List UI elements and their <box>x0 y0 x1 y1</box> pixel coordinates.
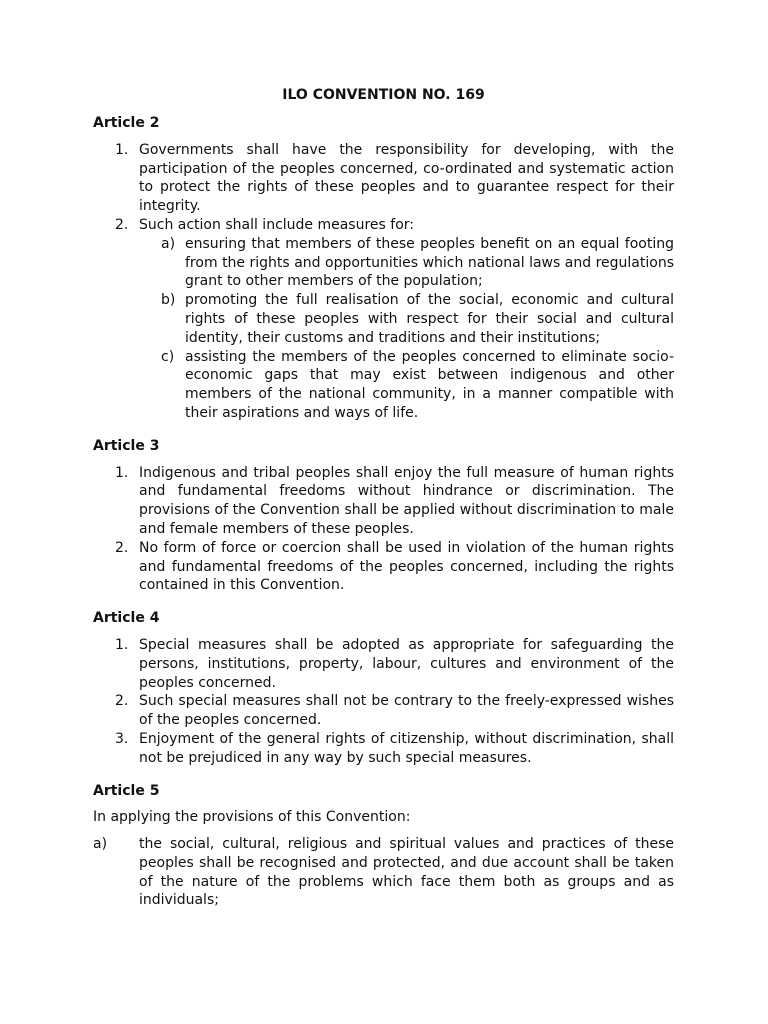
list-item <box>93 539 674 595</box>
item-text: Such action shall include measures for: <box>139 216 414 233</box>
item-text: No form of force or coercion shall be used in violation of the human rights and fundamental freedoms of the peoples concerned, including the rights contained in this Convention. <box>139 539 674 594</box>
list-item <box>93 216 674 423</box>
article-2-sublist <box>139 235 674 423</box>
article-5-sublist <box>93 835 674 910</box>
item-number: 3. <box>115 730 129 747</box>
article-4-list <box>93 636 674 768</box>
article-3-heading: Article 3 <box>93 437 160 454</box>
item-text: Enjoyment of the general rights of citizenship, without discrimination, shall not be prejudiced in any way by such special measures. <box>139 730 674 766</box>
article-3-list <box>93 464 674 596</box>
list-item <box>93 141 674 216</box>
article-2-list <box>93 141 674 423</box>
item-number: 1. <box>115 636 129 653</box>
document-title: ILO CONVENTION NO. 169 <box>282 87 485 103</box>
article-5-intro: In applying the provisions of this Convention: <box>93 809 411 826</box>
item-number: 1. <box>115 464 129 481</box>
sub-item-text: ensuring that members of these peoples benefit on an equal footing from the rights and opportunities which national laws and regulations grant to other members of the population; <box>185 235 674 290</box>
list-item <box>93 464 674 539</box>
sub-item-letter: b) <box>161 292 176 309</box>
item-text: Governments shall have the responsibility for developing, with the participation of the peoples concerned, co-ordinated and systematic action to protect the rights of these peoples and to guarantee respect for their integrity. <box>139 141 674 215</box>
sub-item-letter: a) <box>93 836 108 853</box>
sub-list-item <box>139 235 674 291</box>
article-4-heading: Article 4 <box>93 610 160 627</box>
sub-list-item <box>93 835 674 910</box>
sub-item-letter: c) <box>161 348 175 365</box>
sub-list-item <box>139 348 674 423</box>
article-2-heading: Article 2 <box>93 115 160 131</box>
list-item <box>93 692 674 730</box>
item-number: 2. <box>115 539 129 556</box>
item-text: Special measures shall be adopted as appropriate for safeguarding the persons, institutions, property, labour, cultures and environment of the peoples concerned. <box>139 636 674 691</box>
sub-list-item <box>139 291 674 347</box>
item-text: Indigenous and tribal peoples shall enjoy the full measure of human rights and fundamental freedoms without hindrance or discrimination. The provisions of the Convention shall be applied without discrimination to male and female members of these peoples. <box>139 464 674 537</box>
sub-item-text: the social, cultural, religious and spiritual values and practices of these peoples shall be recognised and protected, and due account shall be taken of the nature of the problems which face them both as groups and as individuals; <box>139 836 674 909</box>
item-number: 2. <box>115 216 129 233</box>
list-item <box>93 636 674 692</box>
document-page <box>93 86 674 910</box>
article-5-heading: Article 5 <box>93 782 160 799</box>
item-number: 1. <box>115 141 129 158</box>
list-item <box>93 730 674 768</box>
sub-item-text: assisting the members of the peoples concerned to eliminate socio-economic gaps that may exist between indigenous and other members of the national community, in a manner compatible with their aspirations and ways of life. <box>185 348 674 421</box>
item-text: Such special measures shall not be contrary to the freely-expressed wishes of the peoples concerned. <box>139 693 674 729</box>
item-number: 2. <box>115 693 129 710</box>
sub-item-letter: a) <box>161 235 176 252</box>
sub-item-text: promoting the full realisation of the social, economic and cultural rights of these peoples with respect for their social and cultural identity, their customs and traditions and their institutions; <box>185 292 674 346</box>
